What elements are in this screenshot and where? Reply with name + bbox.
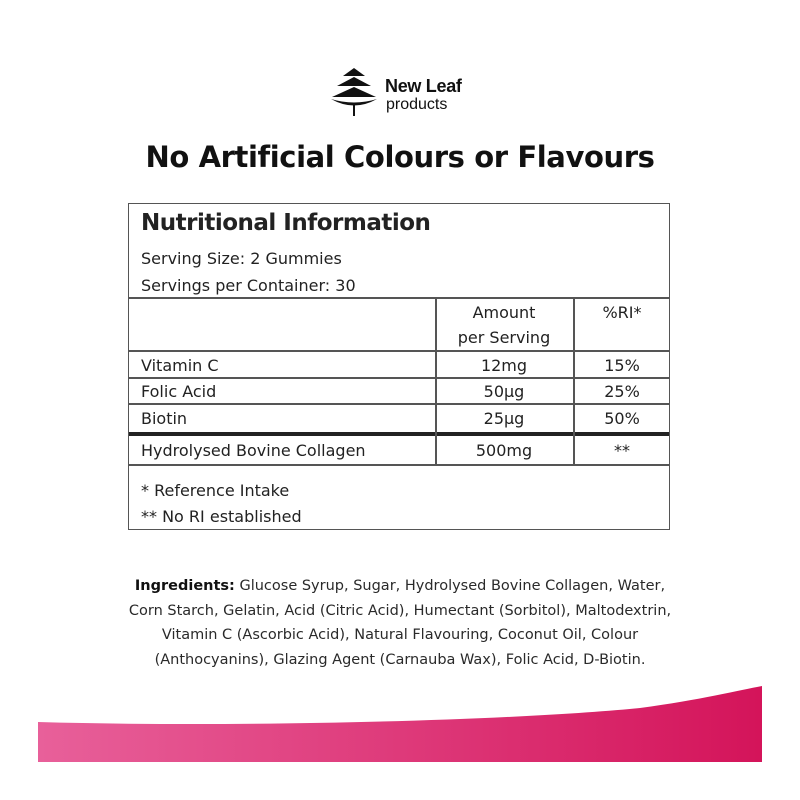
layered-leaf-icon xyxy=(329,66,379,118)
page-title: No Artificial Colours or Flavours xyxy=(145,140,655,174)
table-bottom-rule xyxy=(129,464,669,466)
nutrient-name: Biotin xyxy=(141,409,188,428)
thick-divider xyxy=(129,432,669,436)
table-top-rule xyxy=(129,297,669,299)
nutrient-ri: 15% xyxy=(604,356,640,375)
ri-header: %RI* xyxy=(602,303,642,322)
ingredients-label: Ingredients: xyxy=(134,578,235,594)
nutrient-name: Vitamin C xyxy=(141,356,219,375)
brand-name: New Leaf xyxy=(385,76,462,96)
footnote-reference-intake: * Reference Intake xyxy=(141,481,290,500)
row-rule xyxy=(129,403,669,405)
ingredients-paragraph xyxy=(120,574,680,672)
decorative-wave xyxy=(0,680,800,800)
column-divider xyxy=(435,297,437,465)
nutrition-title: Nutritional Information xyxy=(141,210,431,236)
row-rule xyxy=(129,377,669,379)
brand-logo xyxy=(329,66,479,118)
ingredients-text: Glucose Syrup, Sugar, Hydrolysed Bovine Collagen, Water, Corn Starch, Gelatin, Acid (Citric Acid), Humectant (Sorbitol), Maltodextrin, Vitamin C (Ascorbic Acid), Natural Flavouring, Coconut Oil, Colour (Anthocyanins), Glazing Agent (Carnauba Wax), Folic Acid, D-Biotin. xyxy=(128,578,672,668)
nutrient-amount: 12mg xyxy=(480,356,528,375)
nutrient-ri: 50% xyxy=(604,409,640,428)
servings-per-container: Servings per Container: 30 xyxy=(141,276,356,295)
footnote-no-ri: ** No RI established xyxy=(141,507,302,526)
nutrition-panel xyxy=(128,203,670,530)
nutrient-name: Hydrolysed Bovine Collagen xyxy=(141,441,366,460)
amount-header-line1: Amount xyxy=(472,303,536,322)
nutrient-ri: ** xyxy=(614,441,630,460)
column-divider xyxy=(573,297,575,465)
nutrient-amount: 500mg xyxy=(475,441,533,460)
nutrient-ri: 25% xyxy=(604,382,640,401)
nutrient-name: Folic Acid xyxy=(141,382,217,401)
header-rule xyxy=(129,350,669,352)
brand-subtitle: products xyxy=(386,96,448,113)
amount-header-line2: per Serving xyxy=(457,328,551,347)
nutrient-amount: 25µg xyxy=(483,409,525,428)
serving-size: Serving Size: 2 Gummies xyxy=(141,249,342,268)
nutrient-amount: 50µg xyxy=(483,382,525,401)
